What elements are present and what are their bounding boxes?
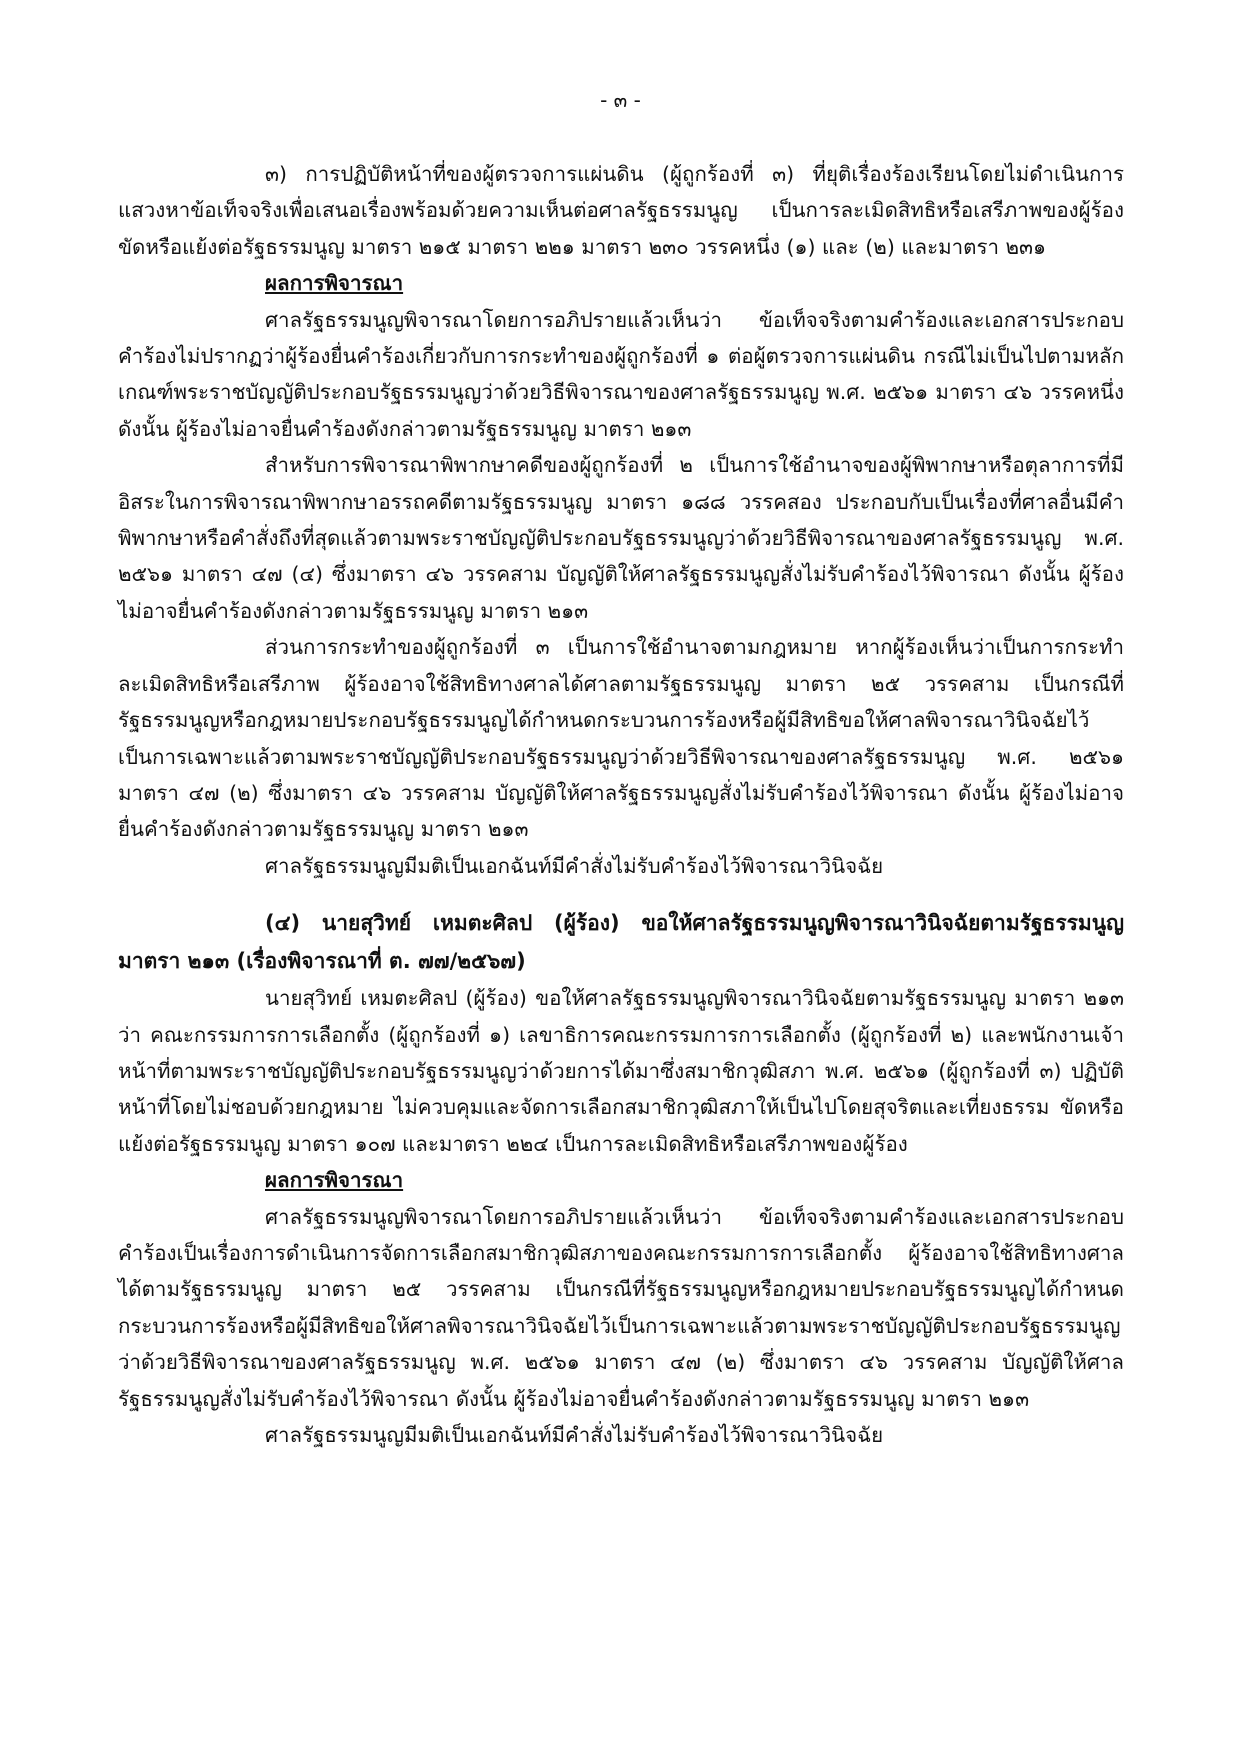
case4-result-paragraph-1: ศาลรัฐธรรมนูญพิจารณาโดยการอภิปรายแล้วเห็นว่า ข้อเท็จจริงตามคำร้องและเอกสารประกอบคำร้องเป็นเรื่องการดำเนินการจัดการเลือกสมาชิกวุฒิสภาของคณะกรรมการการเลือกตั้ง ผู้ร้องอาจใช้สิทธิทางศาลได้ตามรัฐธรรมนูญ มาตรา ๒๕ วรรคสาม เป็นกรณีที่รัฐธรรมนูญหรือกฎหมายประกอบรัฐธรรมนูญได้กำหนดกระบวนการร้องหรือผู้มีสิทธิขอให้ศาลพิจารณาวินิจฉัยไว้เป็นการเฉพาะแล้วตามพระราชบัญญัติประกอบรัฐธรรมนูญว่าด้วยวิธีพิจารณาของศาลรัฐธรรมนูญ พ.ศ. ๒๕๖๑ มาตรา ๔๗ (๒) ซึ่งมาตรา ๔๖ วรรคสาม บัญญัติให้ศาลรัฐธรรมนูญสั่งไม่รับคำร้องไว้พิจารณา ดังนั้น ผู้ร้องไม่อาจยื่นคำร้องดังกล่าวตามรัฐธรรมนูญ มาตรา ๒๑๓ (118, 1204, 1124, 1411)
document-body (118, 156, 1124, 1453)
case4-court-order: ศาลรัฐธรรมนูญมีมติเป็นเอกฉันท์มีคำสั่งไม่รับคำร้องไว้พิจารณาวินิจฉัย (265, 1423, 884, 1447)
case4-title: (๔) นายสุวิทย์ เหมตะศิลป (ผู้ร้อง) ขอให้ศาลรัฐธรรมนูญพิจารณาวินิจฉัยตามรัฐธรรมนูญ มาตรา ๒๑๓ (เรื่องพิจารณาที่ ต. ๗๗/๒๕๖๗) (118, 911, 1124, 974)
page-number: - ๓ - (600, 88, 641, 112)
case4-summary-paragraph: นายสุวิทย์ เหมตะศิลป (ผู้ร้อง) ขอให้ศาลรัฐธรรมนูญพิจารณาวินิจฉัยตามรัฐธรรมนูญ มาตรา ๒๑๓ ว่า คณะกรรมการการเลือกตั้ง (ผู้ถูกร้องที่ ๑) เลขาธิการคณะกรรมการการเลือกตั้ง (ผู้ถูกร้องที่ ๒) และพนักงานเจ้าหน้าที่ตามพระราชบัญญัติประกอบรัฐธรรมนูญว่าด้วยการได้มาซึ่งสมาชิกวุฒิสภา พ.ศ. ๒๕๖๑ (ผู้ถูกร้องที่ ๓) ปฏิบัติหน้าที่โดยไม่ชอบด้วยกฎหมาย ไม่ควบคุมและจัดการเลือกสมาชิกวุฒิสภาให้เป็นไปโดยสุจริตและเที่ยงธรรม ขัดหรือแย้งต่อรัฐธรรมนูญ มาตรา ๑๐๗ และมาตรา ๒๒๔ เป็นการละเมิดสิทธิหรือเสรีภาพของผู้ร้อง (118, 986, 1124, 1156)
case3-item3-paragraph: ๓) การปฏิบัติหน้าที่ของผู้ตรวจการแผ่นดิน (ผู้ถูกร้องที่ ๓) ที่ยุติเรื่องร้องเรียนโดยไม่ดำเนินการแสวงหาข้อเท็จจริงเพื่อเสนอเรื่องพร้อมด้วยความเห็นต่อศาลรัฐธรรมนูญ เป็นการละเมิดสิทธิหรือเสรีภาพของผู้ร้องขัดหรือแย้งต่อรัฐธรรมนูญ มาตรา ๒๑๕ มาตรา ๒๒๑ มาตรา ๒๓๐ วรรคหนึ่ง (๑) และ (๒) และมาตรา ๒๓๑ (118, 162, 1124, 259)
case3-result-heading: ผลการพิจารณา (265, 271, 404, 296)
case3-result-paragraph-2: สำหรับการพิจารณาพิพากษาคดีของผู้ถูกร้องที่ ๒ เป็นการใช้อำนาจของผู้พิพากษาหรือตุลาการที่มีอิสระในการพิจารณาพิพากษาอรรถคดีตามรัฐธรรมนูญ มาตรา ๑๘๘ วรรคสอง ประกอบกับเป็นเรื่องที่ศาลอื่นมีคำพิพากษาหรือคำสั่งถึงที่สุดแล้วตามพระราชบัญญัติประกอบรัฐธรรมนูญว่าด้วยวิธีพิจารณาของศาลรัฐธรรมนูญ พ.ศ. ๒๕๖๑ มาตรา ๔๗ (๔) ซึ่งมาตรา ๔๖ วรรคสาม บัญญัติให้ศาลรัฐธรรมนูญสั่งไม่รับคำร้องไว้พิจารณา ดังนั้น ผู้ร้องไม่อาจยื่นคำร้องดังกล่าวตามรัฐธรรมนูญ มาตรา ๒๑๓ (118, 453, 1124, 623)
case3-result-paragraph-3: ส่วนการกระทำของผู้ถูกร้องที่ ๓ เป็นการใช้อำนาจตามกฎหมาย หากผู้ร้องเห็นว่าเป็นการกระทำละเมิดสิทธิหรือเสรีภาพ ผู้ร้องอาจใช้สิทธิทางศาลได้ศาลตามรัฐธรรมนูญ มาตรา ๒๕ วรรคสาม เป็นกรณีที่รัฐธรรมนูญหรือกฎหมายประกอบรัฐธรรมนูญได้กำหนดกระบวนการร้องหรือผู้มีสิทธิขอให้ศาลพิจารณาวินิจฉัยไว้เป็นการเฉพาะแล้วตามพระราชบัญญัติประกอบรัฐธรรมนูญว่าด้วยวิธีพิจารณาของศาลรัฐธรรมนูญ พ.ศ. ๒๕๖๑ มาตรา ๔๗ (๒) ซึ่งมาตรา ๔๖ วรรคสาม บัญญัติให้ศาลรัฐธรรมนูญสั่งไม่รับคำร้องไว้พิจารณา ดังนั้น ผู้ร้องไม่อาจยื่นคำร้องดังกล่าวตามรัฐธรรมนูญ มาตรา ๒๑๓ (118, 635, 1124, 842)
case3-result-paragraph-1: ศาลรัฐธรรมนูญพิจารณาโดยการอภิปรายแล้วเห็นว่า ข้อเท็จจริงตามคำร้องและเอกสารประกอบคำร้องไม่ปรากฏว่าผู้ร้องยื่นคำร้องเกี่ยวกับการกระทำของผู้ถูกร้องที่ ๑ ต่อผู้ตรวจการแผ่นดิน กรณีไม่เป็นไปตามหลักเกณฑ์พระราชบัญญัติประกอบรัฐธรรมนูญว่าด้วยวิธีพิจารณาของศาลรัฐธรรมนูญ พ.ศ. ๒๕๖๑ มาตรา ๔๖ วรรคหนึ่ง ดังนั้น ผู้ร้องไม่อาจยื่นคำร้องดังกล่าวตามรัฐธรรมนูญ มาตรา ๒๑๓ (118, 307, 1124, 441)
case4-result-heading: ผลการพิจารณา (265, 1168, 404, 1193)
case3-court-order: ศาลรัฐธรรมนูญมีมติเป็นเอกฉันท์มีคำสั่งไม่รับคำร้องไว้พิจารณาวินิจฉัย (265, 853, 884, 878)
